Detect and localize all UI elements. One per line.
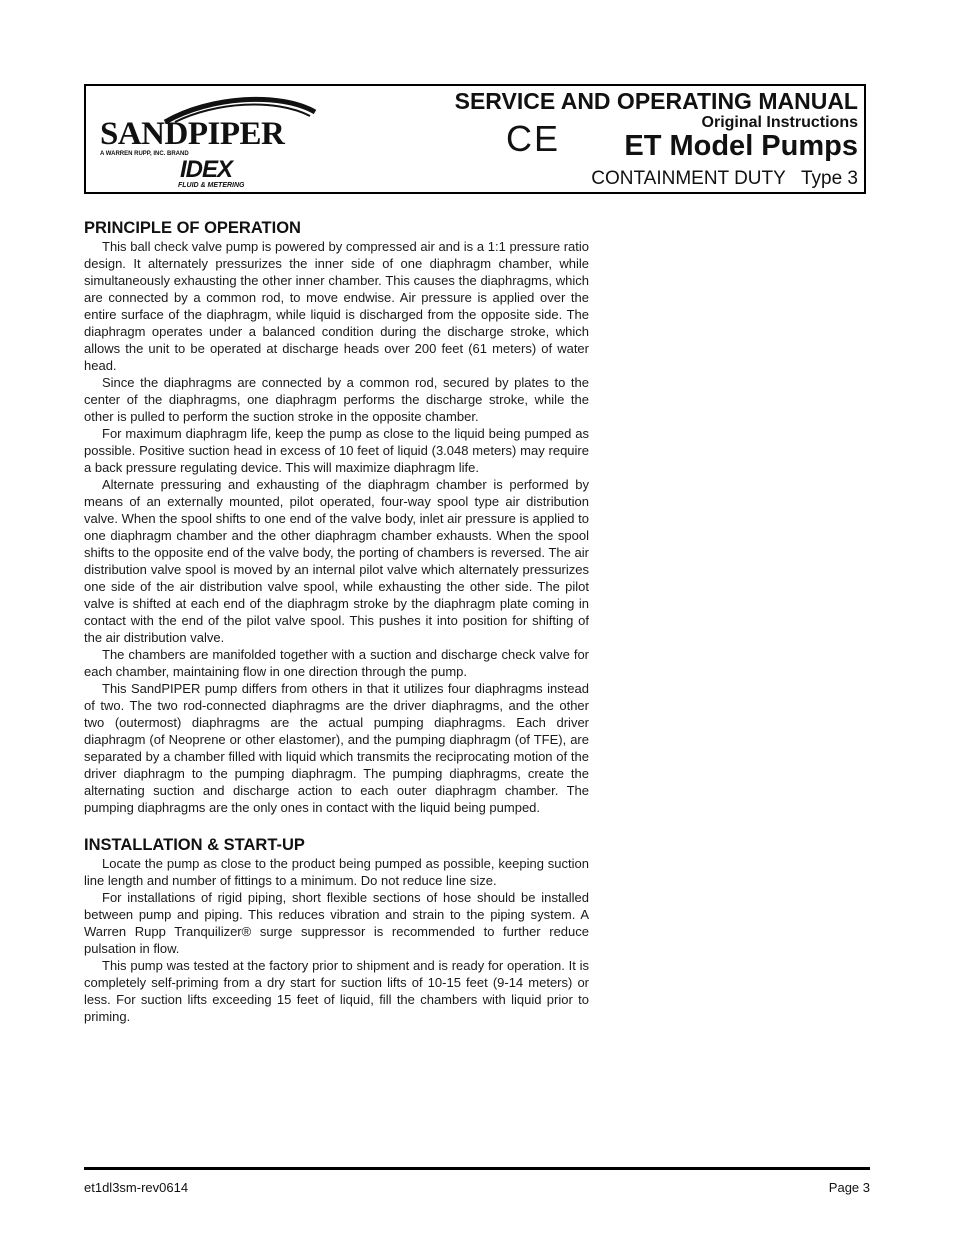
main-content: [84, 218, 589, 1025]
section-heading: INSTALLATION & START-UP: [84, 836, 305, 854]
brand-name: SANDPIPER: [100, 116, 285, 152]
header-box: [84, 84, 866, 194]
document-code: et1dl3sm-rev0614: [84, 1180, 189, 1195]
paragraph: This pump was tested at the factory prior to shipment and is ready for operation. It is completely self-priming from a dry start for suction lifts of 10-15 feet (9-14 meters) or less. For suction lifts exceeding 15 feet of liquid, fill the chambers with liquid prior to priming.: [84, 958, 589, 1024]
idex-subtitle: FLUID & METERING: [178, 182, 245, 189]
duty-type: CONTAINMENT DUTY Type 3: [591, 168, 858, 189]
paragraph: Alternate pressuring and exhausting of the diaphragm chamber is performed by means of an externally mounted, pilot operated, four-way spool type air distribution valve. When the spool shifts to one end of the valve body, inlet air pressure is applied to one diaphragm chamber and the other diaphragm chamber exhausts. When the spool shifts to the opposite end of the valve body, the porting of chambers is reversed. The air distribution valve spool is moved by an internal pilot valve which alternately pressurizes one side of the air distribution valve spool, while exhausting the other side. The pilot valve is shifted at each end of the diaphragm stroke by the diaphragm plate coming in contact with the end of the pilot valve spool. This pushes it into position for shifting of the air distribution valve.: [84, 477, 589, 645]
manual-title: SERVICE AND OPERATING MANUAL: [454, 88, 858, 114]
section-heading: PRINCIPLE OF OPERATION: [84, 219, 301, 237]
page-number: Page 3: [828, 1180, 870, 1195]
sandpiper-logo: [100, 94, 320, 190]
footer-rule: [84, 1167, 870, 1170]
paragraph: The chambers are manifolded together with a suction and discharge check valve for each chamber, maintaining flow in one direction through the pump.: [84, 647, 589, 679]
idex-logo: IDEX: [180, 156, 233, 183]
paragraph: For installations of rigid piping, short flexible sections of hose should be installed between pump and piping. This reduces vibration and strain to the piping system. A Warren Rupp Tranquilizer® surge suppressor is recommended to further reduce pulsation in flow.: [84, 890, 589, 956]
paragraph: For maximum diaphragm life, keep the pump as close to the liquid being pumped as possible. Positive suction head in excess of 10 feet of liquid (3.048 meters) may require a back pressure regulating device. This will maximize diaphragm life.: [84, 426, 589, 475]
brand-subtitle: A WARREN RUPP, INC. BRAND: [100, 151, 189, 157]
original-instructions: Original Instructions: [701, 114, 858, 131]
paragraph: This ball check valve pump is powered by compressed air and is a 1:1 pressure ratio design. It alternately pressurizes the inner side of one diaphragm chamber, while simultaneously exhausting the other inner chamber. This causes the diaphragms, which are connected by a common rod, to move endwise. Air pressure is applied over the entire surface of the diaphragm, while liquid is discharged from the opposite side. The diaphragm operates under a balanced condition during the discharge stroke, which allows the unit to be operated at discharge heads over 200 feet (61 meters) of water head.: [84, 239, 589, 373]
paragraph: Locate the pump as close to the product being pumped as possible, keeping suction line length and number of fittings to a minimum. Do not reduce line size.: [84, 856, 589, 888]
paragraph: This SandPIPER pump differs from others in that it utilizes four diaphragms instead of two. The two rod-connected diaphragms are the driver diaphragms, and the other two (outermost) diaphragms are the actual pumping diaphragms. Each driver diaphragm (of Neoprene or other elastomer), and the pumping diaphragm (of TFE), are separated by a chamber filled with liquid which transmits the reciprocating motion of the driver diaphragm to the pumping diaphragm. The pumping diaphragms, create the alternating suction and discharge action to each outer diaphragm chamber. The pumping diaphragms are the only ones in contact with the liquid being pumped.: [84, 681, 589, 815]
section-principle: [84, 218, 589, 816]
ce-mark-icon: CE: [506, 118, 561, 159]
model-title: ET Model Pumps: [624, 130, 858, 162]
paragraph: Since the diaphragms are connected by a common rod, secured by plates to the center of the diaphragms, one diaphragm performs the discharge stroke, while the other is pulled to perform the suction stroke in the opposite chamber.: [84, 375, 589, 424]
section-installation: [84, 835, 589, 1025]
